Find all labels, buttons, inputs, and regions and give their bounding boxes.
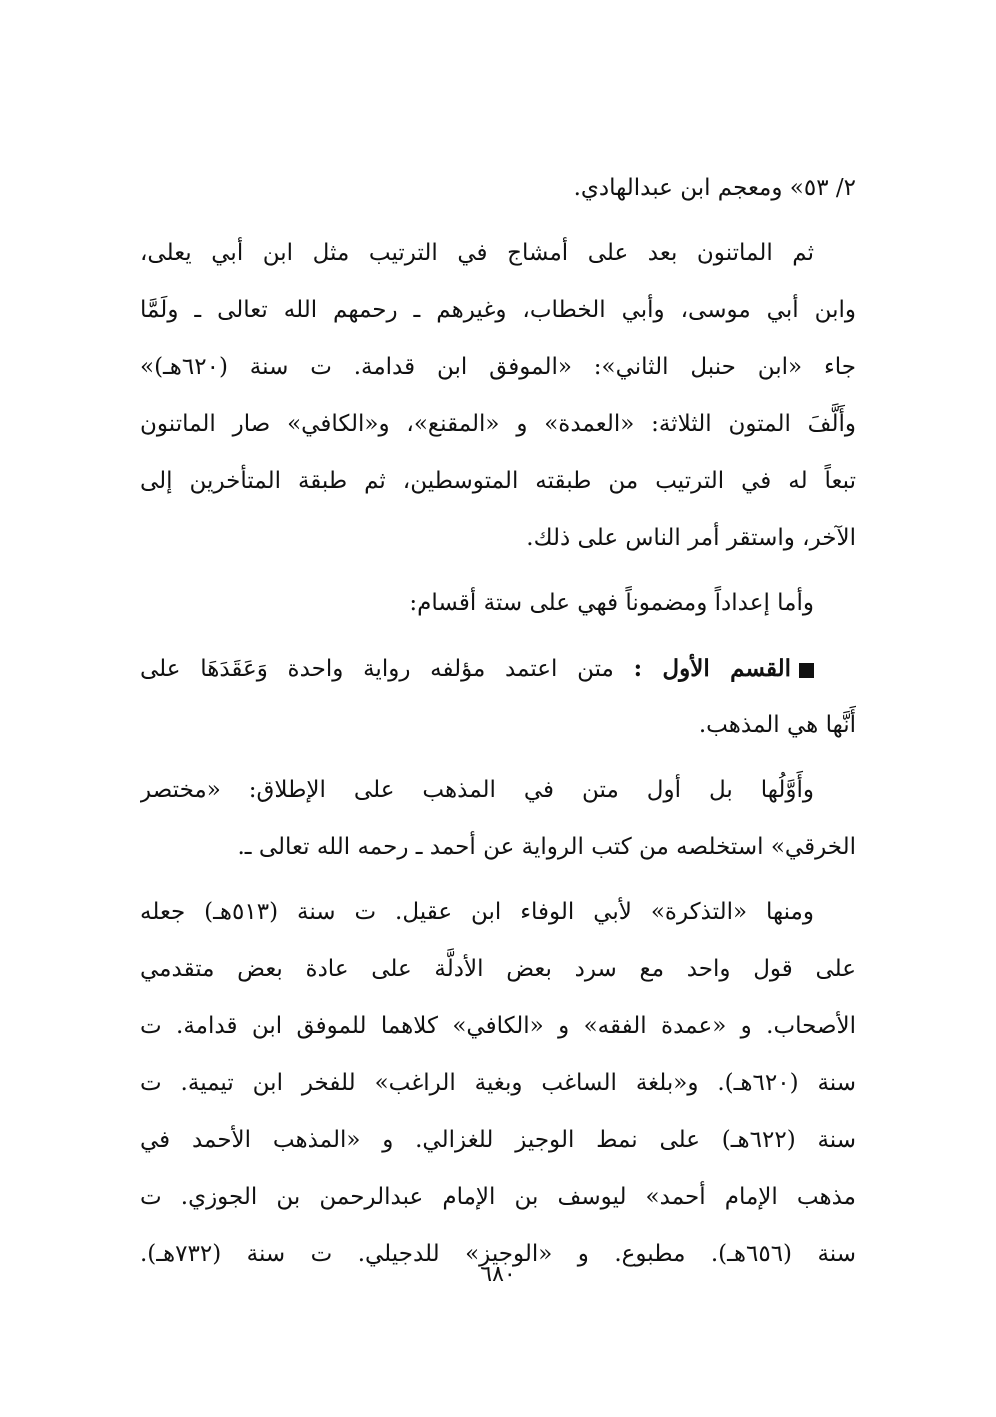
book-page-body (140, 160, 856, 1283)
text-line: وأَلَّفَ المتون الثلاثة: «العمدة» و «المقنع»، و«الكافي» صار الماتنون (140, 411, 856, 437)
text-line: جاء «ابن حنبل الثاني»: «الموفق ابن قدامة. ت سنة (٦٢٠هـ)» (140, 354, 856, 380)
text-segment: متن اعتمد مؤلفه رواية واحدة وَعَقَدَهَا على (140, 656, 614, 682)
text-line: سنة (٦٢٢هـ) على نمط الوجيز للغزالي. و «المذهب الأحمد في (140, 1127, 856, 1153)
text-line: على قول واحد مع سرد بعض الأدلَّة على عادة بعض متقدمي (140, 956, 856, 982)
text-line: وأما إعداداً ومضموناً فهي على ستة أقسام: (409, 590, 814, 616)
square-bullet-icon (799, 663, 814, 678)
text-line (140, 640, 856, 697)
page-number: ٦٨٠ (480, 1262, 516, 1287)
text-line: الأصحاب. و «عمدة الفقه» و «الكافي» كلاهما للموفق ابن قدامة. ت (140, 1013, 856, 1039)
text-line: تبعاً له في الترتيب من طبقته المتوسطين، ثم طبقة المتأخرين إلى (140, 468, 856, 494)
text-line: سنة (٦٥٦هـ). مطبوع. و «الوجيز» للدجيلي. ت سنة (٧٣٢هـ). (140, 1241, 856, 1267)
paragraph-first-section (140, 640, 856, 754)
text-line: وأَوَّلُها بل أول متن في المذهب على الإطلاق: «مختصر (140, 777, 814, 803)
text-line: ثم الماتنون بعد على أمشاج في الترتيب مثل ابن أبي يعلى، (140, 240, 814, 266)
text-line: أَنَّها هي المذهب. (698, 712, 856, 738)
text-line: الخرقي» استخلصه من كتب الرواية عن أحمد ـ رحمه الله تعالى ـ. (237, 834, 856, 860)
paragraph-khiraqi (140, 762, 856, 876)
text-line: سنة (٦٢٠هـ). و«بلغة الساغب وبغية الراغب» للفخر ابن تيمية. ت (140, 1070, 856, 1096)
paragraph-footnote-end (140, 160, 856, 217)
text-line: الآخر، واستقر أمر الناس على ذلك. (526, 525, 856, 551)
paragraph-matinun (140, 225, 856, 567)
text-line: ومنها «التذكرة» لأبي الوفاء ابن عقيل. ت سنة (٥١٣هـ) جعله (140, 899, 814, 925)
section-heading: القسم الأول : (633, 655, 792, 682)
paragraph-tadhkira (140, 884, 856, 1283)
text-line: ٢/ ٥٣» ومعجم ابن عبدالهادي. (573, 175, 856, 201)
paragraph-six-sections (140, 575, 856, 632)
text-line: مذهب الإمام أحمد» ليوسف بن الإمام عبدالرحمن بن الجوزي. ت (140, 1184, 856, 1210)
text-line: وابن أبي موسى، وأبي الخطاب، وغيرهم ـ رحمهم الله تعالى ـ ولَمَّا (140, 297, 856, 323)
